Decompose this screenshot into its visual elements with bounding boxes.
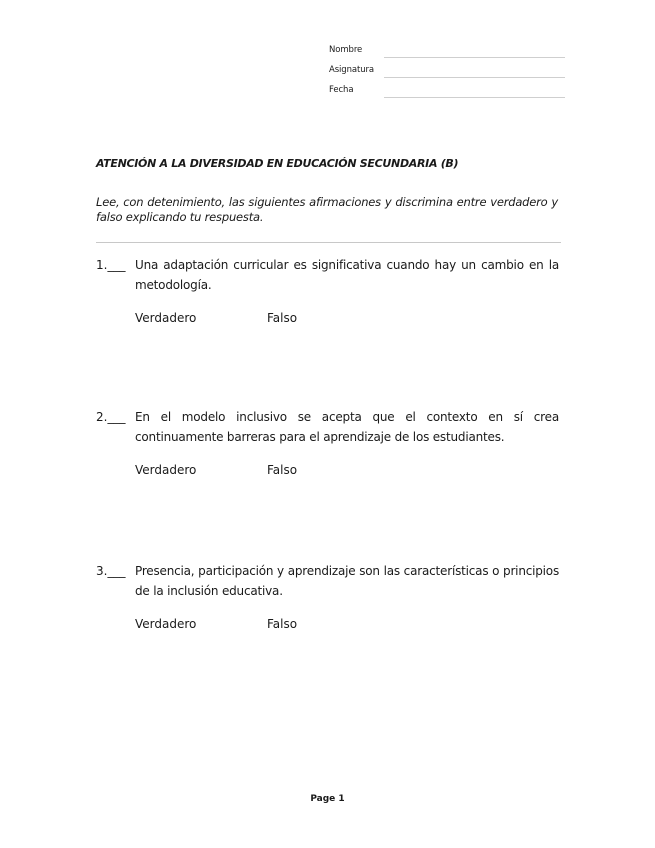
instructions: Lee, con detenimiento, las siguientes afirmaciones y discrimina entre verdadero y falso explicando tu respuesta. bbox=[96, 195, 558, 224]
option-falso[interactable]: Falso bbox=[267, 463, 298, 477]
fecha-line[interactable] bbox=[384, 97, 565, 98]
nombre-field bbox=[329, 45, 565, 61]
option-verdadero[interactable]: Verdadero bbox=[135, 311, 197, 325]
question-number: 2.___ bbox=[96, 410, 126, 424]
asignatura-field bbox=[329, 65, 565, 81]
fecha-label: Fecha bbox=[329, 85, 354, 95]
question-number: 3.___ bbox=[96, 564, 126, 578]
asignatura-label: Asignatura bbox=[329, 65, 375, 75]
option-falso[interactable]: Falso bbox=[267, 311, 298, 325]
nombre-label: Nombre bbox=[329, 45, 363, 55]
page-title: ATENCIÓN A LA DIVERSIDAD EN EDUCACIÓN SECUNDARIA (B) bbox=[96, 157, 459, 170]
question-text: Una adaptación curricular es significativa cuando hay un cambio en la metodología. bbox=[135, 258, 559, 292]
fecha-field bbox=[329, 85, 565, 101]
page-number: Page 1 bbox=[310, 794, 345, 804]
divider bbox=[96, 242, 561, 243]
option-verdadero[interactable]: Verdadero bbox=[135, 617, 197, 631]
option-falso[interactable]: Falso bbox=[267, 617, 298, 631]
question-text: Presencia, participación y aprendizaje son las características o principios de la inclusión educativa. bbox=[135, 564, 559, 598]
nombre-line[interactable] bbox=[384, 57, 565, 58]
question-number: 1.___ bbox=[96, 258, 126, 272]
question-text: En el modelo inclusivo se acepta que el contexto en sí crea continuamente barreras para el aprendizaje de los estudiantes. bbox=[135, 410, 559, 444]
option-verdadero[interactable]: Verdadero bbox=[135, 463, 197, 477]
asignatura-line[interactable] bbox=[384, 77, 565, 78]
